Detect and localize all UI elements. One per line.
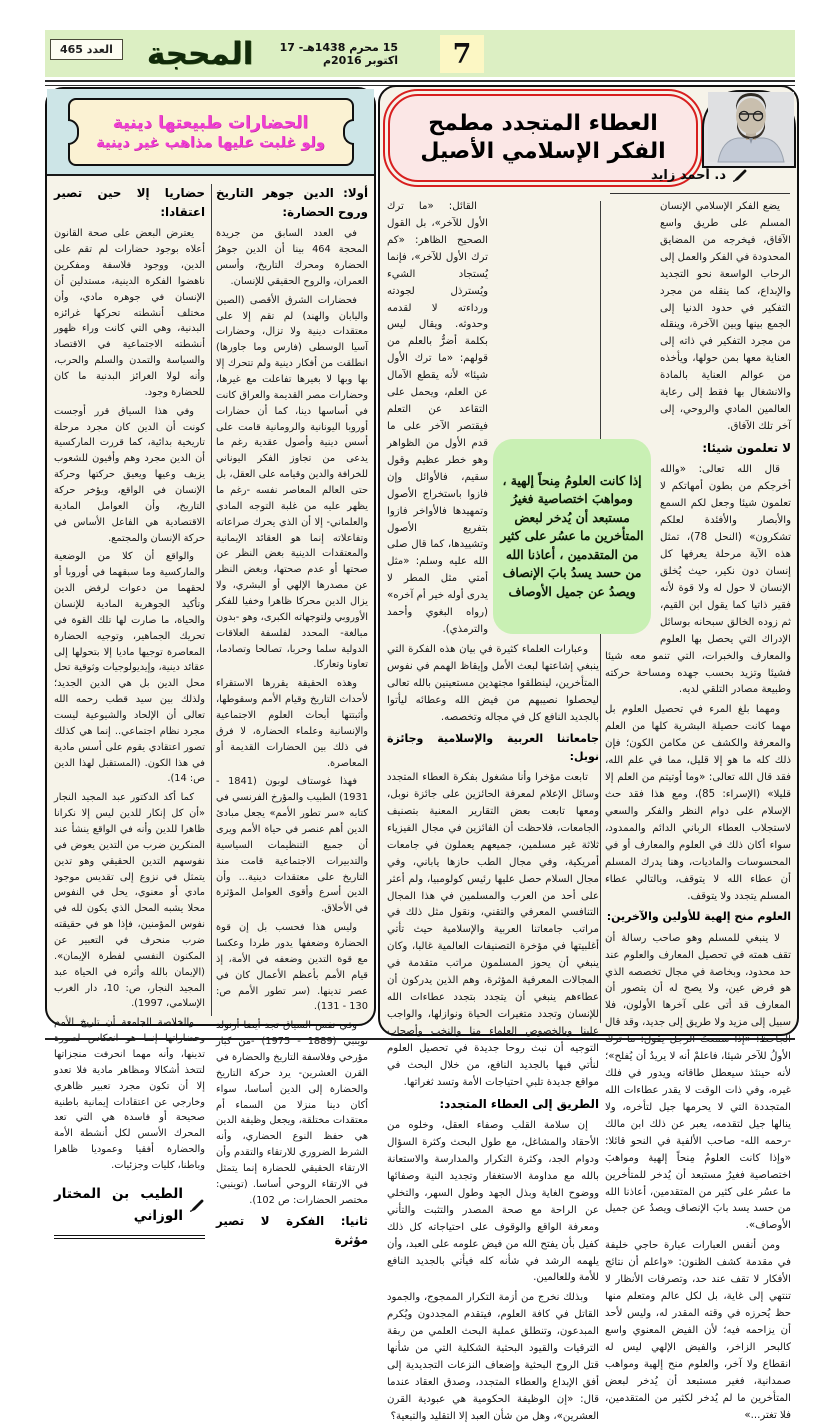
left-article-box: [45, 87, 376, 1247]
author-byline: [607, 168, 792, 183]
paragraph: إن سلامة القلب وصفاء العقل، وخلوه من الأحقاد والمشاغل، مع طول البحث وكثرة السؤال ودوام الجد، وكثرة التكرار والمدارسة والاستعانة بالله مع مداومة الاستغفار وتجديد النية وصفائها ووضوح الغاية وبذل الجهد وطول السهر، والتخلي عن الراحة مع صحة المصدر والتثبت والتأني ومعرفة الواقع والوقوف على احتياجاته كل ذلك كفيل بأن يفتح الله من فيض علومه على العبد، وأن يلهمه الرشد في شأنه كله فيأتي بالجديد النافع للأمة وللعالمين.: [387, 1120, 599, 1284]
paragraph: قال الله تعالى: «والله أخرجكم من بطون أمهاتكم لا تعلمون شيئا وجعل لكم السمع والأبصار والأفئدة لعلكم تشكرون» (النحل 78)، تمثل هذه الآية مرحلة يعرفها كل إنسان دون نكير، حيث يُخلق الإنسان لا حول له ولا قوة لأنه فقير ذاتيا كما يقول ابن القيم، ثم زوده الخالق سبحانه بوسائل الإدراك التي يحصل بها العلوم والمعارف والخبرات، التي تنمو معه شيئا فشيئا وتزيد بحسب جهده ومساحة حركته وطبيعة مصادر التلقي لديه.: [605, 464, 791, 696]
footer-divider: [45, 1038, 795, 1040]
pull-quote-text: إذا كانت العلومُ مِنحاً إلهية ، ومواهبَ اختصاصية فغيرُ مستبعد أن يُدخر لبعض المتأخرين ما عسُر على كثير من المتقدمين ، أعاذنا الله من حسد يسدُ بابَ الإنصاف ويصدُ عن جميل الأوصاف: [500, 472, 644, 599]
right-article-title-line2: الفكر الإسلامي الأصيل: [420, 138, 666, 164]
right-article-title-line1: العطاء المتجدد مطمح: [428, 111, 658, 137]
paragraph: وبذلك نخرج من أزمة التكرار الممجوج، والجمود القاتل في كافة العلوم، فيتقدم المجددون ويُكرم المبدعون، وتنطلق عملية البحث العلمي من ربقة الترقيات والقيود البحثية الشكلية التي من شأنها قتل الروح البحثية وإضعاف النزعات التجديدية إلى أفق الإبداع والعطاء المتجدد، وصدق العقاد عندما قال: «إن الوظيفة الحكومية هي عبودية القرن العشرين»، وهل من شأن العبد إلا التقليد والتبعية؟: [387, 1292, 599, 1422]
section-heading: لا تعلمون شيئا:: [702, 440, 791, 455]
paragraph: كما أكد الدكتور عبد المجيد النجار «أن كل إنكار للدين ليس إلا نكرانا ظاهرا للدين وأنه في الواقع ينشأ عند المنكرين ضرب من التدين يعوض في نفوسهم التدين الحقيقي وهو تدين يتمثل في نزوع إلى تقديس موجود مادي أو معنوي، يحل في النفوس محلا يشبه المحل الذي يكون لله في نفوس المؤمنين، فإذا هو في حقيقته ضرب منحرف في التعبير عن المكنون النفسي لفطرة الإيمان». (الإيمان بالله وأثره في الحياة عبد المجيد النجار، ص: 10، دار الغرب الإسلامي، 1997).: [54, 792, 205, 1010]
paragraph: وعبارات العلماء كثيرة في بيان هذه الفكرة التي ينبغي إشاعتها لبعث الأمل وإيقاظ الهمم في نفوس المتأخرين، لينطلقوا مجتهدين مستعينين بالله تعالى ليحصلوا نصيبهم من فيض الله وعطائه ليأتوا بالجديد النافع كل في مجاله وتخصصه.: [387, 643, 599, 723]
paragraph: يعترض البعض على صحة القانون أعلاه بوجود حضارات لم تقم على الدين، ووجود فلاسفة ومفكرين ناهضوا الفكرة الدينية، مستدلين أن الإنسان في جوهره مادي، وأن مختلف أنشطته تحركها غرائزه البدنية، وهي التي كانت وراء ظهور أنشطته الاجتماعية في الاقتصاد والسياسة والتمدن والسلم والحرب، وأنه لولا الغرائز البدنية ما كان للحضارة وجود.: [54, 228, 205, 398]
pull-quote-box: [493, 439, 651, 634]
section-heading: العلوم منح إلهية للأولين والآخرين:: [606, 910, 791, 924]
page-number-box: [440, 35, 484, 73]
paragraph: والخلاصة الجامعة أن تاريخ الأمم وحضاراتها إنما هو انعكاس لصورة تدينها، وأنه مهما انحرفت منجزاتها لتتخذ أشكالا ومظاهر مادية فلا تعدو إلا أن تكون مجرد تعبير ظاهري وخارجي عن اعتقادات إيمانية باطنية صحيحة أو فاسدة هي التي تعد المحرك الأسس لكل أنشطة الأمة والحضارة أفقيا وعموديا ظاهرا وباطنا، كليات وجزئيات.: [54, 1017, 205, 1172]
paragraph: فهذا غوستاف لوبون (1841 - 1931) الطبيب والمؤرخ الفرنسي في كتابه «سر تطور الأمم» يجعل مبادئ الدين أهم عنصر في حياة الأمم ويرى أن جميع التنظيمات السياسية والتدبيرات الاجتماعية قامت منذ التاريخ على معتقدات دينية... وأن الدين أسرع وأقوى العوامل المؤثرة في الأخلاق.: [216, 776, 368, 915]
left-article-title-line1: الحضارات طبيعتها دينية: [112, 112, 309, 133]
next-section-heading: ثانيا: الفكرة لا تصير مؤثرة: [216, 1213, 368, 1247]
left-article-title-line2: ولو غلبت عليها مذاهب غير دينية: [96, 134, 325, 151]
paragraph: القائل: «ما ترك الأول للآخر»، بل القول الصحيح الظاهر: «كم ترك الأول للآخر»، فإنما يُستجاد الشيء ويُسترذل لجودته ورداءته لا لقدمه وحدوثه. ويقال ليس بكلمة أضرُّ بالعلم من قولهم: «ما ترك الأول شيئا» لأنه يقطع الآمال عن العلم، ويحمل على التقاعد عن التعلم فيقتصر الآخر على ما قدم الأول من الظواهر وهو خطر عظيم وقول سقيم، فالأوائل وإن فازوا باستخراج الأصول وتمهيدها فالأواخر فازوا بتفريع الأصول وتشييدها، كما قال صلى الله عليه وسلم: «مثل أمتي مثل المطر لا يدرى أوله خير أم آخره» (رواه البغوي وأحمد والترمذي).: [387, 201, 488, 636]
right-article-box: [378, 85, 799, 1422]
paragraph: تابعت مؤخرا وأنا مشغول بفكرة العطاء المتجدد وسائل الإعلام لمعرفة الحائزين على جائزة نوبل، ومعها تابعت بعض التقارير المعنية بتصنيف الجامعات، فلاحظت أن الفائزين في مجال الفيزياء ثلاثة غير مسلمين، جميعهم يعملون في جامعات أمريكية، وفي مجال الطب حازها ياباني، وفي مجال السلام حصل عليها رئيس كولومبيا، ولم أعثر على أحد من العرب والمسلمين في هذا المجال التنافسي المعرفي والتقني، ونقول مثل ذلك في مراتب جامعاتنا العربية والإسلامية حيث تأتي أغلبيتها في مؤخرة التصنيفات العالمية غالبا، وكان ينبغي أن يحوز المسلمون مراتب متقدمة في المجالات المعرفية المؤثرة، وهم الذين يدركون أن عطاءهم ينبغي أن يتجدد بتجدد عطاءات الله للإنسان وتجدد متغيرات الحياة ونوازلها، والواجب علينا وبالخصوص العلماء منا والنخب وأصحاب التوجيه أن نبث روحا جديدة في تحصيل العلوم لنأتي فيها بالجديد النافع، من خلال البحث في مواقع جديدة تلبي احتياجات الأمة وتسد ثغراتها.: [387, 772, 599, 1088]
section-heading: الطريق إلى العطاء المتجدد:: [439, 1096, 599, 1111]
left-article-title-area: [47, 89, 374, 176]
section-heading: حضاريا إلا حين تصير اعتقادا:: [54, 186, 205, 220]
section-heading: جامعاتنا العربية والإسلامية وجائزة نوبل:: [387, 731, 599, 763]
pen-icon: [732, 169, 748, 183]
paragraph: وهذه الحقيقة يقررها الاستقراء لأحداث التاريخ وقيام الأمم وسقوطها، وأثبتتها أبحاث العلوم الاجتماعية والإنسانية وعلماء الحضارة، لا فرق في ذلك بين الحضارات القديمة أو المعاصرة.: [216, 678, 368, 769]
author-name: د. أحمد زايد: [650, 168, 727, 183]
paragraph: ومهما بلغ المرء في تحصيل العلوم بل مهما كانت حصيلة البشرية كلها من العلم والمعرفة والكشف عن مكامن الكون؛ فإن ذلك كله ما هو إلا قليل، مما في علم الله، فقد قال الله تعالى: «وما أوتيتم من العلم إلا قليلا» (الإسراء: 85)، ومع هذا فقد حث الإسلام على دوام النظر والفكر والسعي لاستجلاب العطاء الرباني الدائم والممدود، سواء أكان ذلك في العلوم والمعارف أو في المحسوسات والماديات، وهنا يدرك المسلم أن عطاء الله لا يتوقف، وبالتالي عطاء المسلم يتجدد ولا يتوقف.: [605, 704, 791, 902]
paragraph: وفي هذا السياق قرر أوجست كونت أن الدين كان مجرد مرحلة تاريخية بدائية، كما قررت الماركسية أن الدين مجرد وهم وأفيون للشعوب يزيف وعيها ويعيق حركتها وحركة الإنسان في الواقع، ويؤخر حركة التاريخ، وأن العوامل المادية الاقتصادية هي الفاعل الأساس في حركة الإنسان والمجتمع.: [54, 405, 205, 544]
issue-number-badge: العدد 465: [50, 39, 123, 60]
page-number: 7: [452, 38, 472, 70]
paragraph: في العدد السابق من جريدة المحجة 464 بينا أن الدين جوهرُ الحضارة ومحرك التاريخ، وأسس العمران، والروح الحقيقي للإنسان.: [216, 228, 368, 287]
left-article-column-2: [54, 181, 205, 1224]
author-photo: [702, 90, 796, 168]
pen-icon: [189, 1199, 205, 1213]
section-heading: أولا: الدين جوهر التاريخ وروح الحضارة:: [216, 186, 368, 220]
paragraph: ومن أنفس العبارات عبارة حاجي خليفة في مقدمة كشف الظنون: «واعلم أن نتائج الأفكار لا تقف عند حد، وتصرفات الأنظار لا تنتهي إلى غاية، بل لكل عالم ومتعلم منها حظ يُحرزه في وقته المقدر له، وليس لأحد أن يزاحمه فيه؛ لأن الفيض المعنوي واسع كالبحر الزاخر، والفيض الإلهي ليس له انقطاع ولا آخر، والعلوم منح إلهية ومواهب صمدانية، فغير مستبعد أن يُدخر لبعض المتأخرين ما لم يُدخر لكثير من المتقدمين، فلا تغتر...»: [605, 1240, 791, 1421]
left-article-title-box: [68, 98, 354, 166]
paragraph: يضع الفكر الإسلامي الإنسان المسلم على طريق واسع الآفاق، فيخرجه من المضايق المحدودة في الفكر والعمل إلى الرحاب الواسعة نحو التجديد والإبداع، كما ينقله من مجرد التفكير في حدود الدنيا إلى الجمع بينها وبين الآخرة، وينقله من مجرد التفكير في ذاته إلى العناية معها بمن حولها، ويأخذه من عوالم العناية بالمادة والانشغال بها فقط إلى رعاية العالمين المادي والروحي، إلى آخر تلك الآفاق.: [660, 201, 791, 432]
column-divider: [211, 184, 212, 1016]
author-portrait-graphic: [708, 92, 794, 162]
author-signature: [54, 1184, 205, 1239]
paragraph: وليس هذا فحسب بل إن قوة الحضارة وضعفها يدور طردا وعكسا مع قوة التدين وضعفه في الأمة، إذ قيام الأمم بأعظم الأعمال كان في عصر تدينها. (سر تطور الأمم ص: 130 - 131).: [216, 922, 368, 1013]
magazine-logo: المحجة: [146, 35, 254, 72]
paragraph: لا ينبغي للمسلم وهو صاحب رسالة أن تقف همته في تحصيل المعارف والعلوم عند حد محدود، وبخاصة في مجال تخصصه الذي هو فرض عين، ولا يصح له أن يتصور أن المعارف قد أتى على آخرها الأولون، فلا سبيل إلى مزيد ولا طريق إلى جديد، وقد قال الجاحظ: «إذا سمعتَ الرجل يقول: ما ترك الأولُ للآخر شيئا، فاعلمْ أنه لا يريدُ أن يُفلح»؛ لأنه حينئذ سيعطل طاقاته ويدور في فلك غيره، وفي ذات الوقت لا يقدر عطاءات الله المتجددة التي لا يحرمها جيل لتأخره، ولا ينالها جيل لتقدمه، يعبر عن ذلك ابن مالك -رحمه الله- صاحب الألفية في النحو قائلا: «وإذا كانت العلومُ مِنحاً إلهية ومواهبَ اختصاصية فغيرُ مستبعد أن يُدخر للمتأخرين ما عسُر على كثير من المتقدمين، أعاذنا الله من حسد يسد بابَ الإنصاف ويصدُ عن جميل الأوصاف».: [605, 932, 791, 1232]
paragraph: وفي نفس السياق تجد أيضا أرنولد توينبي (1889 - 1975) -من كبار مؤرخي وفلاسفة التاريخ والحضارة في القرن العشرين- يرد حركة التاريخ والحضارة إلى الدين أساسا، سواء أكان دينا منزلا من السماء أم معتقدات مختلقة، ويجعل وظيفة الدين هي حفظ النوع الحضاري، وأنه الشرط الضروري للارتقاء والتقدم وأن الارتقاء الحقيقي للحضارة إنما يتمثل في الارتقاء الروحي أساسا. (توينبي: مختصر الحضارات: ص 102).: [216, 1020, 369, 1206]
header-bar: [45, 30, 795, 77]
signature-name: الطيب بن المختار الوزاني: [54, 1185, 183, 1224]
issue-date: 15 محرم 1438هـ- 17 اكتوبر 2016م: [279, 40, 398, 67]
left-article-column-1: [216, 181, 369, 1247]
paragraph: والواقع أن كلا من الوضعية والماركسية وما سبقهما في أوروبا أو لحقهما من دعوات لرفض الدين وتأكيد الجوهرية المادية للإنسان والحياة، ما صارت لها تلك القوة في تحريك الجماهير، وتوجيه الحضارة المعاصرة توجيها ماديا إلا بتحولها إلى عقائد دينية، وإيديولوجيات وثوقية تحل محل الدين بل هي الدين الجديد؛ ولذلك بين سيد قطب رحمه الله تعالى أن الإلحاد والشيوعية ليست مجرد نظام اجتماعي.. إنما هي كذلك تصور اعتقادي يقوم على أسس مادية في هذا الكون. (المستقبل لهذا الدين ص: 14).: [54, 551, 205, 785]
paragraph: فحضارات الشرق الأقصى (الصين واليابان والهند) لم تقم إلا على معتقدات دينية ولا تزال، وحضارات آسيا الوسطى (فارس وما جاورها) انطلقت من أفكار دينية ولم تتحرك إلا بها وبها لا بغيرها تفاعلت مع غيرها، وحضارات مصر القديمة والعراق كانت في أساسها دينا، كما أن حضارات أوروبا اليونانية والرومانية قامت على أسس دينية وأصول عقدية رغم ما يدعى من تجاوز الفكر اليوناني للخرافة والدين وقيامه على العقل، بل حتى العالم المعاصر نفسه -رغم ما يظهر عليه من غلبة التوجه المادي والعلماني- إلا أن الذي يحرك صراعاته وتفاعلاته إنما هو العقائد الإيمانية والمعتقدات الدينية بغض النظر عن صحتها أو عدم صحتها، وبغض النظر عن مصدرها الإلهي أو البشري، ولا يزال الدين محركا ظاهرا وخفيا للفكر الأوروبي ولتوجهاته الكبرى، وهو -بدون مبالغة- المحدد لفلسفة العلاقات الدولية سلما وحربا، تصالحا وتصادما، تعاونا وتعاركا.: [216, 294, 368, 671]
byline-divider: [610, 193, 790, 194]
